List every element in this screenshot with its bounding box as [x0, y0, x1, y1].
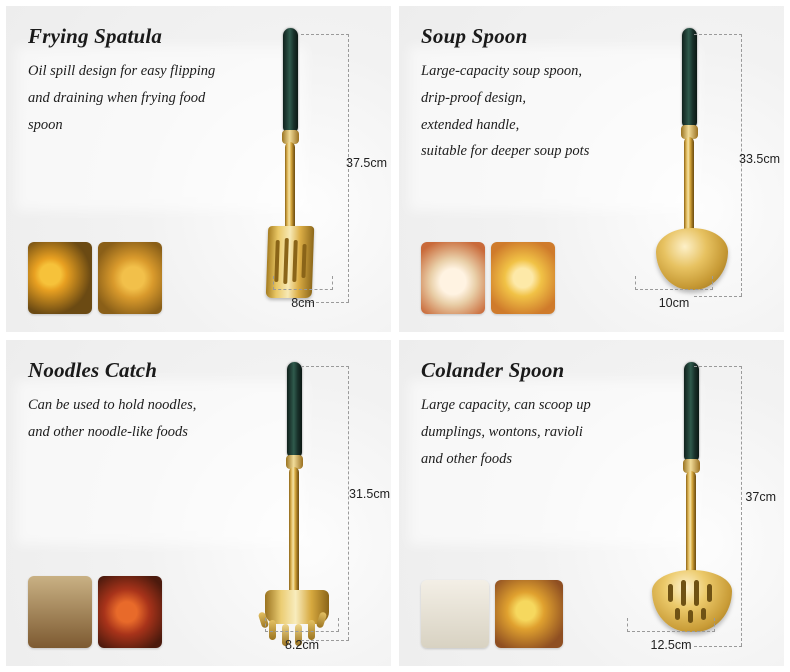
width-measure-line — [273, 289, 333, 290]
width-tick-left — [273, 276, 274, 290]
utensil-shaft — [686, 471, 696, 579]
fried-food-thumb — [28, 242, 92, 314]
description-line: Large capacity, can scoop up — [421, 397, 591, 413]
length-label: 37.5cm — [346, 156, 387, 170]
noodle-bowl-thumb — [28, 576, 92, 648]
width-label: 12.5cm — [650, 638, 692, 652]
noodles-catch-image — [221, 340, 391, 666]
width-label: 10cm — [658, 296, 690, 310]
dumplings-thumb — [421, 580, 489, 648]
length-measure-line — [348, 366, 349, 640]
corn-rib-soup-thumb — [495, 580, 563, 648]
ladle-bowl — [656, 228, 728, 290]
utensil-shaft — [684, 137, 694, 237]
utensil-handle — [283, 28, 298, 133]
panel-noodles-catch — [6, 340, 391, 666]
description-line: Oil spill design for easy flipping — [28, 63, 216, 79]
utensil-handle — [684, 362, 699, 462]
width-label: 8.2cm — [284, 638, 320, 652]
page-title: Frying Spatula — [28, 24, 163, 48]
panel-frying-spatula — [6, 6, 391, 332]
description-line: Can be used to hold noodles, — [28, 397, 197, 413]
width-tick-right — [712, 276, 713, 290]
length-label: 33.5cm — [739, 152, 780, 166]
colander-bowl — [652, 570, 732, 632]
length-tick-top — [301, 366, 349, 367]
panel-colander-spoon — [399, 340, 784, 666]
utensil-shaft — [289, 467, 299, 595]
utensil-handle — [682, 28, 697, 128]
page-title: Colander Spoon — [421, 358, 565, 382]
width-tick-right — [332, 276, 333, 290]
description-line: Large-capacity soup spoon, — [421, 63, 582, 79]
description-line: dumplings, wontons, ravioli — [421, 423, 583, 440]
spicy-noodles-thumb — [98, 576, 162, 648]
utensil-handle — [287, 362, 302, 458]
length-label: 31.5cm — [349, 487, 390, 501]
description-line: and other noodle-like foods — [28, 423, 188, 440]
width-measure-line — [635, 289, 713, 290]
width-tick-left — [627, 618, 628, 632]
description-line: and other foods — [421, 450, 513, 467]
description-line: spoon — [28, 116, 63, 133]
corn-soup-thumb — [491, 242, 555, 314]
width-label: 8cm — [291, 296, 315, 310]
length-tick-top — [694, 34, 742, 35]
utensil-shaft — [285, 142, 295, 232]
description-line: extended handle, — [421, 116, 520, 133]
width-tick-left — [265, 618, 266, 632]
claw-tine — [308, 620, 315, 640]
length-tick-top — [694, 366, 742, 367]
description-line: suitable for deeper soup pots — [421, 143, 590, 160]
width-tick-right — [338, 618, 339, 632]
page-title: Noodles Catch — [28, 358, 158, 382]
description-line: drip-proof design, — [421, 89, 526, 106]
claw-tine — [269, 620, 276, 640]
width-tick-right — [714, 618, 715, 632]
page-title: Soup Spoon — [421, 24, 528, 48]
width-tick-left — [635, 276, 636, 290]
thumbnail-strip — [28, 576, 162, 648]
soup-pot-thumb — [421, 242, 485, 314]
tempura-thumb — [98, 242, 162, 314]
width-measure-line — [265, 631, 339, 632]
soup-spoon-image — [614, 6, 784, 332]
thumbnail-strip — [421, 580, 563, 648]
length-measure-line — [741, 366, 742, 646]
thumbnail-strip — [28, 242, 162, 314]
length-label: 37cm — [745, 490, 776, 504]
panel-soup-spoon — [399, 6, 784, 332]
thumbnail-strip — [421, 242, 555, 314]
description-line: and draining when frying food — [28, 89, 206, 106]
length-tick-top — [301, 34, 349, 35]
width-measure-line — [627, 631, 715, 632]
